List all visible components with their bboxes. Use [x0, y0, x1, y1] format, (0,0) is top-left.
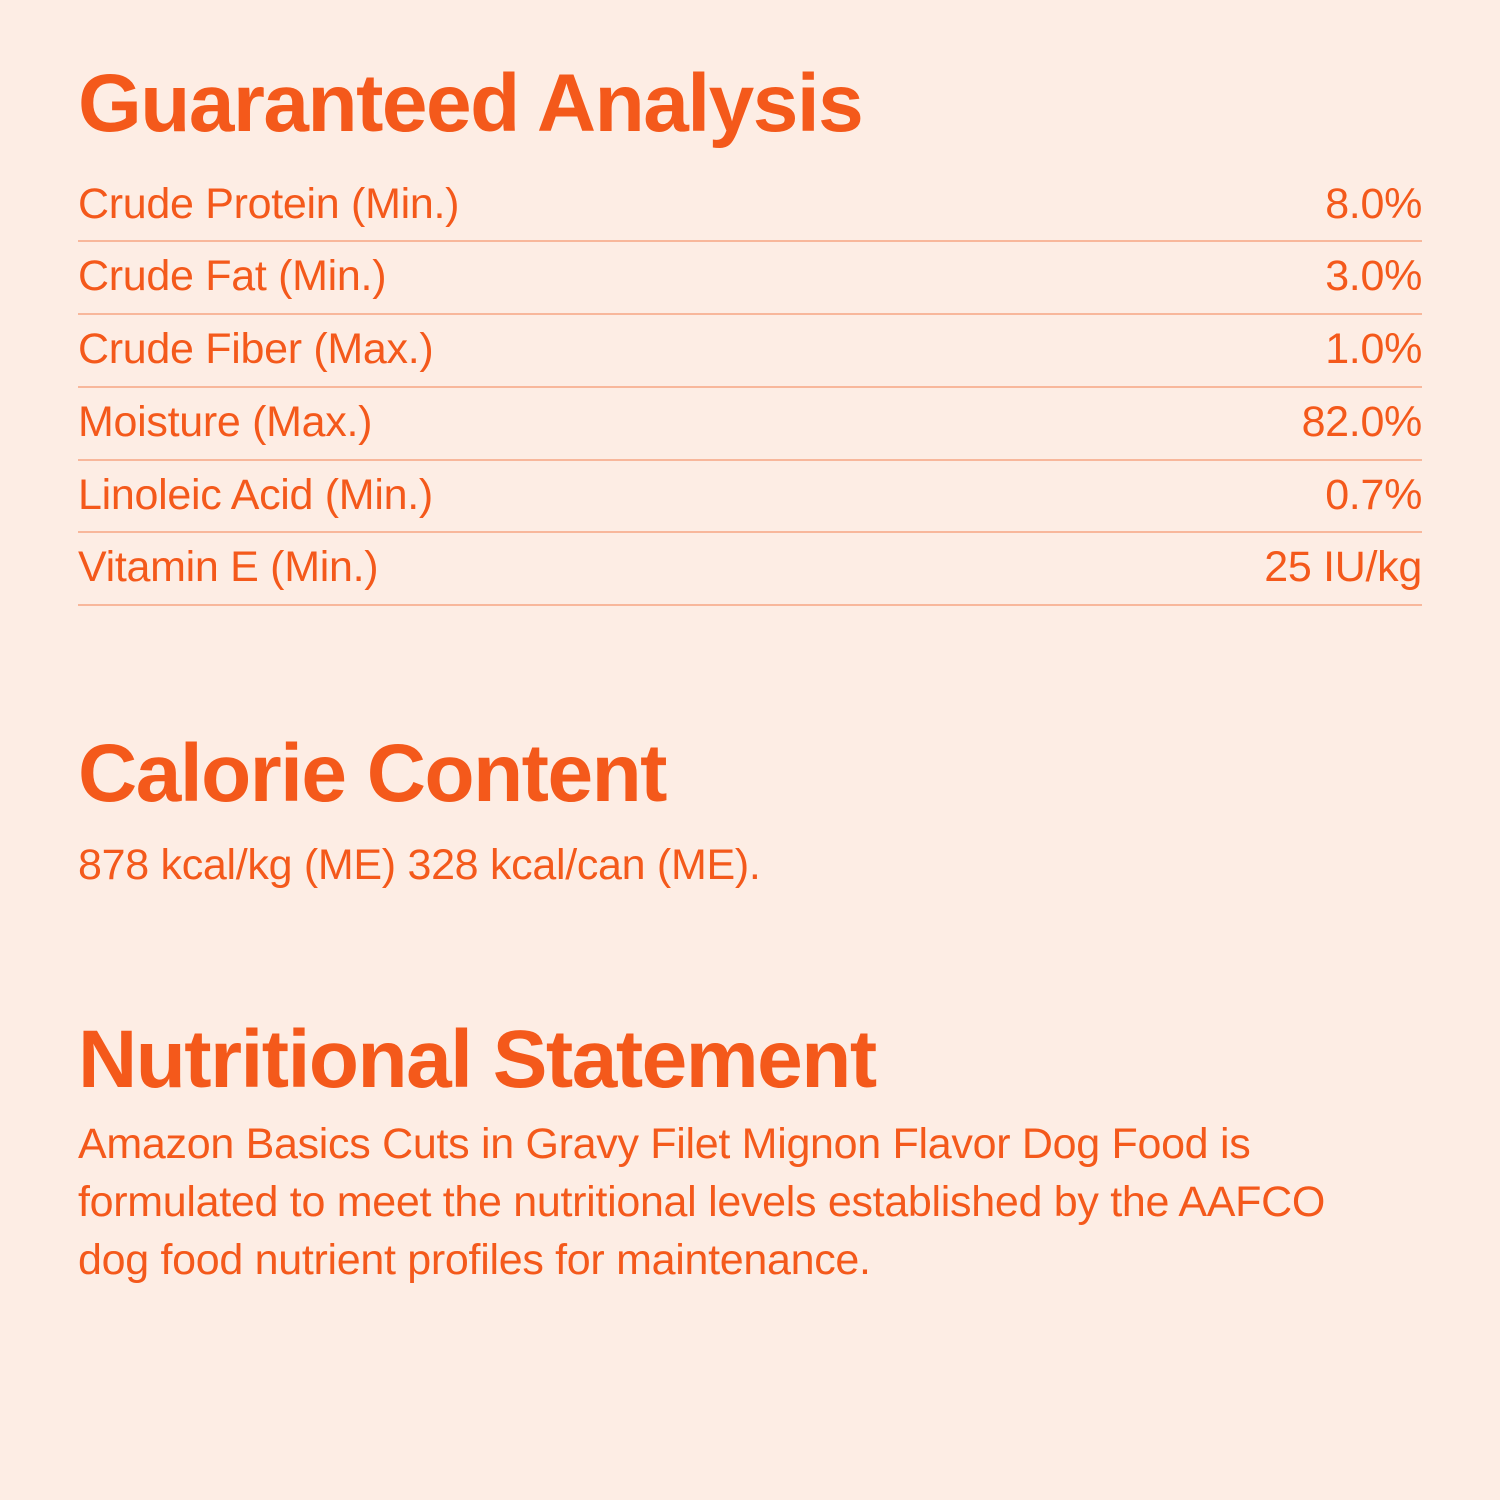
calorie-content-section — [78, 728, 1422, 894]
table-row — [78, 314, 1422, 387]
guaranteed-analysis-title: Guaranteed Analysis — [78, 58, 863, 149]
nutrient-value: 3.0% — [1325, 252, 1422, 301]
table-row — [78, 532, 1422, 605]
nutrient-label: Moisture (Max.) — [78, 397, 373, 446]
table-row — [78, 241, 1422, 314]
nutrient-label: Crude Protein (Min.) — [78, 179, 460, 228]
nutrient-label: Crude Fat (Min.) — [78, 252, 387, 301]
calorie-content-text: 878 kcal/kg (ME) 328 kcal/can (ME). — [78, 840, 761, 889]
nutrient-label: Vitamin E (Min.) — [78, 543, 379, 592]
nutrient-value: 1.0% — [1325, 325, 1422, 374]
table-row — [78, 170, 1422, 242]
nutrient-label: Crude Fiber (Max.) — [78, 325, 434, 374]
nutrient-value: 25 IU/kg — [1264, 543, 1422, 592]
nutrient-value: 82.0% — [1301, 397, 1422, 446]
nutrient-label: Linoleic Acid (Min.) — [78, 470, 433, 519]
nutritional-statement-text: Amazon Basics Cuts in Gravy Filet Mignon Flavor Dog Food is formulated to meet the nutritional levels established by the AAFCO dog food nutrient profiles for maintenance. — [78, 1120, 1325, 1285]
nutrient-value: 8.0% — [1325, 179, 1422, 228]
table-row — [78, 460, 1422, 533]
nutrient-value: 0.7% — [1325, 470, 1422, 519]
nutritional-statement-title: Nutritional Statement — [78, 1013, 876, 1105]
guaranteed-analysis-table — [78, 170, 1422, 606]
table-row — [78, 387, 1422, 460]
nutritional-statement-section — [78, 1013, 1422, 1290]
calorie-content-title: Calorie Content — [78, 728, 666, 820]
